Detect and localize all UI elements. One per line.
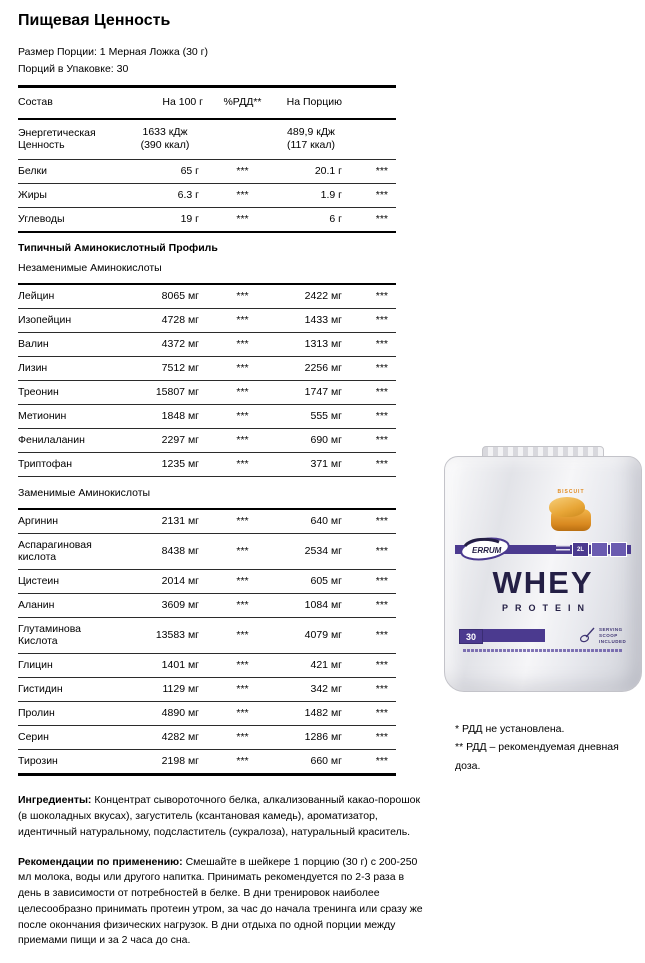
table-row [18,510,396,534]
amino-profile-title: Типичный Аминокислотный Профиль [18,242,218,255]
row-label: Триптофан [18,458,73,471]
page-title: Пищевая Ценность [18,12,171,29]
rdd-percent: *** [236,213,249,226]
table-row [18,208,396,231]
nutrition-panel [18,12,430,963]
size-badges [556,542,627,557]
footnote-1: * РДД не установлена. [455,723,565,735]
energy-kcal-100: (390 ккал) [140,139,190,152]
table-row [18,618,396,654]
value-per-serving: 605 мг [310,575,342,588]
rdd-percent: *** [236,410,249,423]
value-per-serving: 1747 мг [304,386,342,399]
rdd-percent-serving: *** [375,515,388,528]
rdd-percent-serving: *** [375,290,388,303]
servings-badge: 30 [459,629,483,644]
ingredients-text: Концентрат сывороточного белка, алкализованный какао-порошок (в шоколадных вкусах), загуститель (ксантановая камедь), ароматизатор, идентичный натуральному, подсластитель (сукралоза), натуральный краситель. [18,794,421,838]
macros-rows [18,160,396,231]
row-label: Серин [18,731,49,744]
rdd-percent: *** [236,458,249,471]
rdd-percent: *** [236,545,249,558]
value-per-100g: 2131 мг [161,515,199,528]
value-per-100g: 1235 мг [161,458,199,471]
footnote-2: ** РДД – рекомендуемая дневная доза. [455,741,619,772]
rdd-percent: *** [236,755,249,768]
table-row [18,429,396,453]
rdd-percent: *** [236,434,249,447]
recommendations-text: Смешайте в шейкере 1 порцию (30 г) с 200-250 мл молока, воды или другого напитка. Принимать рекомендуется по 2-3 раза в день в зависимости от потребностей в белке. В дни тренировок наиболее целесообразно принимать протеин утром, за час до начала тренинга или сразу же после окончания физических нагрузок. В дни отдыха по одной порции между приемами пищи и за 2 часа до сна. [18,855,423,947]
rdd-percent-serving: *** [375,599,388,612]
rdd-percent-serving: *** [375,314,388,327]
value-per-serving: 555 мг [310,410,342,423]
value-per-100g: 13583 мг [155,629,199,642]
row-label: Белки [18,165,47,178]
value-per-serving: 1.9 г [320,189,342,202]
value-per-100g: 2297 мг [161,434,199,447]
brand-band [455,545,631,554]
value-per-serving: 4079 мг [304,629,342,642]
table-row [18,405,396,429]
servings-row [459,629,627,643]
value-per-100g: 1129 мг [162,683,199,696]
scoop-note-line2: SCOOP [599,632,618,638]
value-per-serving: 1286 мг [304,731,342,744]
table-row [18,750,396,773]
table-row [18,160,396,184]
value-per-100g: 2014 мг [161,575,199,588]
value-per-100g: 4890 мг [161,707,199,720]
energy-kcal-serving: (117 ккал) [286,139,336,152]
divider [18,773,396,776]
value-per-serving: 1482 мг [304,707,342,720]
footnotes [455,720,645,775]
table-row [18,654,396,678]
scoop-note-line1: SERVING [599,627,623,632]
bag-body [444,456,642,692]
value-per-100g: 4728 мг [161,314,199,327]
rdd-percent: *** [236,659,249,672]
band-microtext [556,545,570,555]
rdd-percent-serving: *** [375,386,388,399]
row-label: Глутаминова Кислота [18,623,82,648]
rdd-percent-serving: *** [375,629,388,642]
rdd-percent: *** [236,707,249,720]
rdd-percent-serving: *** [375,410,388,423]
table-row [18,333,396,357]
row-label: Энергетическая Ценность [18,127,96,152]
rdd-percent: *** [236,629,249,642]
row-label: Треонин [18,386,59,399]
row-label: Лейцин [18,290,55,303]
scoop-note-line3: INCLUDED [599,638,627,644]
ingredients-label: Ингредиенты: [18,794,92,807]
value-per-serving [280,126,342,152]
serving-size-line: Размер Порции: 1 Мерная Ложка (30 г) [18,46,208,58]
row-label: Жиры [18,189,47,202]
table-row [18,726,396,750]
value-per-100g: 7512 мг [161,362,199,375]
value-per-serving: 2256 мг [304,362,342,375]
row-label: Метионин [18,410,67,423]
row-label: Цистеин [18,575,60,588]
recommendations-label: Рекомендации по применению: [18,855,183,868]
value-per-100g: 8065 мг [161,290,199,303]
value-per-serving: 421 мг [310,659,342,672]
value-per-100g: 8438 мг [161,545,199,558]
rdd-percent: *** [236,290,249,303]
table-row [18,702,396,726]
nonessential-amino-rows [18,510,396,773]
rdd-percent-serving: *** [375,338,388,351]
value-per-serving: 690 мг [310,434,342,447]
rdd-percent-serving: *** [375,707,388,720]
row-label: Глицин [18,659,53,672]
rdd-percent-serving: *** [375,683,388,696]
row-label: Лизин [18,362,48,375]
scoop-note [599,627,627,645]
row-label: Аланин [18,599,55,612]
essential-amino-rows [18,285,396,476]
rdd-percent-serving: *** [375,165,388,178]
rdd-percent: *** [236,314,249,327]
energy-row [18,120,396,160]
row-label: Аспарагиновая кислота [18,539,92,564]
product-bag-image [444,446,640,690]
size-badge: 2L [572,542,589,557]
biscuit-top [549,497,585,517]
product-name: WHEY [492,565,594,600]
rdd-percent: *** [236,386,249,399]
value-per-100g: 15807 мг [155,386,199,399]
product-subtitle: PROTEIN [501,603,591,613]
rdd-percent-serving: *** [375,731,388,744]
row-label: Аргинин [18,515,59,528]
value-per-serving: 660 мг [310,755,342,768]
value-per-100g: 4372 мг [161,338,199,351]
ingredients-paragraph [18,793,430,840]
table-row [18,184,396,208]
value-per-serving: 371 мг [310,458,342,471]
table-row [18,453,396,476]
svg-text:ERRUM: ERRUM [472,546,502,555]
servings-per-pack-line: Порций в Упаковке: 30 [18,63,129,75]
rdd-percent: *** [236,189,249,202]
rdd-percent: *** [236,683,249,696]
table-row [18,570,396,594]
rdd-percent-serving: *** [375,458,388,471]
row-label: Пролин [18,707,55,720]
recommendations-paragraph [18,855,430,950]
value-per-serving: 2422 мг [304,290,342,303]
rdd-percent: *** [236,731,249,744]
table-row [18,594,396,618]
essential-subtitle: Незаменимые Аминокислоты [18,262,162,275]
flavor-label: BISCUIT [557,489,585,495]
header-rdd: %РДД** [223,96,262,108]
row-label: Валин [18,338,49,351]
table-row [18,309,396,333]
rdd-percent-serving: *** [375,213,388,226]
header-per-serving: На Порцию [286,96,342,108]
value-per-serving: 640 мг [310,515,342,528]
row-label: Изопейцин [18,314,72,327]
rdd-percent: *** [236,515,249,528]
rdd-percent: *** [236,599,249,612]
table-row [18,678,396,702]
value-per-serving: 6 г [329,213,342,226]
value-per-serving: 1084 мг [304,599,342,612]
flavor-image-wrap [543,489,599,531]
energy-kj-100: 1633 кДж [142,126,188,138]
header-per-100g: На 100 г [162,96,203,108]
table-row [18,357,396,381]
value-per-serving: 1313 мг [304,338,342,351]
rdd-percent: *** [236,575,249,588]
value-per-100g: 19 г [180,213,199,226]
value-per-100g: 4282 мг [161,731,199,744]
rdd-percent-serving: *** [375,362,388,375]
value-per-serving: 2534 мг [304,545,342,558]
size-badge-3 [610,542,627,557]
value-per-serving: 1433 мг [304,314,342,327]
scoop-icon [579,626,597,644]
rdd-percent-serving: *** [375,189,388,202]
nonessential-subtitle: Заменимые Аминокислоты [18,487,151,500]
rdd-percent-serving: *** [375,545,388,558]
value-per-100g: 1401 мг [161,659,199,672]
row-label: Фенилаланин [18,434,85,447]
biscuit-flavor-icon [549,497,593,531]
brand-logo [459,536,511,562]
value-per-100g: 6.3 г [177,189,199,202]
servings-bar [483,629,545,642]
row-label: Тирозин [18,755,58,768]
rdd-percent: *** [236,338,249,351]
rdd-percent-serving: *** [375,575,388,588]
header-composition: Состав [18,96,53,108]
nutrition-table [18,85,396,776]
energy-kj-serving: 489,9 кДж [287,126,335,138]
table-row [18,534,396,570]
rdd-percent: *** [236,362,249,375]
value-per-100g [125,126,205,152]
table-row [18,285,396,309]
value-per-100g: 2198 мг [161,755,199,768]
size-badge-2 [591,542,608,557]
rdd-percent-serving: *** [375,755,388,768]
value-per-serving: 20.1 г [314,165,342,178]
table-header-row [18,88,396,118]
value-per-100g: 65 г [180,165,199,178]
value-per-serving: 342 мг [310,683,342,696]
value-per-100g: 3609 мг [161,599,199,612]
rdd-percent: *** [236,165,249,178]
rdd-percent-serving: *** [375,659,388,672]
value-per-100g: 1848 мг [161,410,199,423]
rdd-percent-serving: *** [375,434,388,447]
row-label: Углеводы [18,213,65,226]
row-label: Гистидин [18,683,63,696]
table-row [18,381,396,405]
bag-microtext-line [463,649,623,652]
